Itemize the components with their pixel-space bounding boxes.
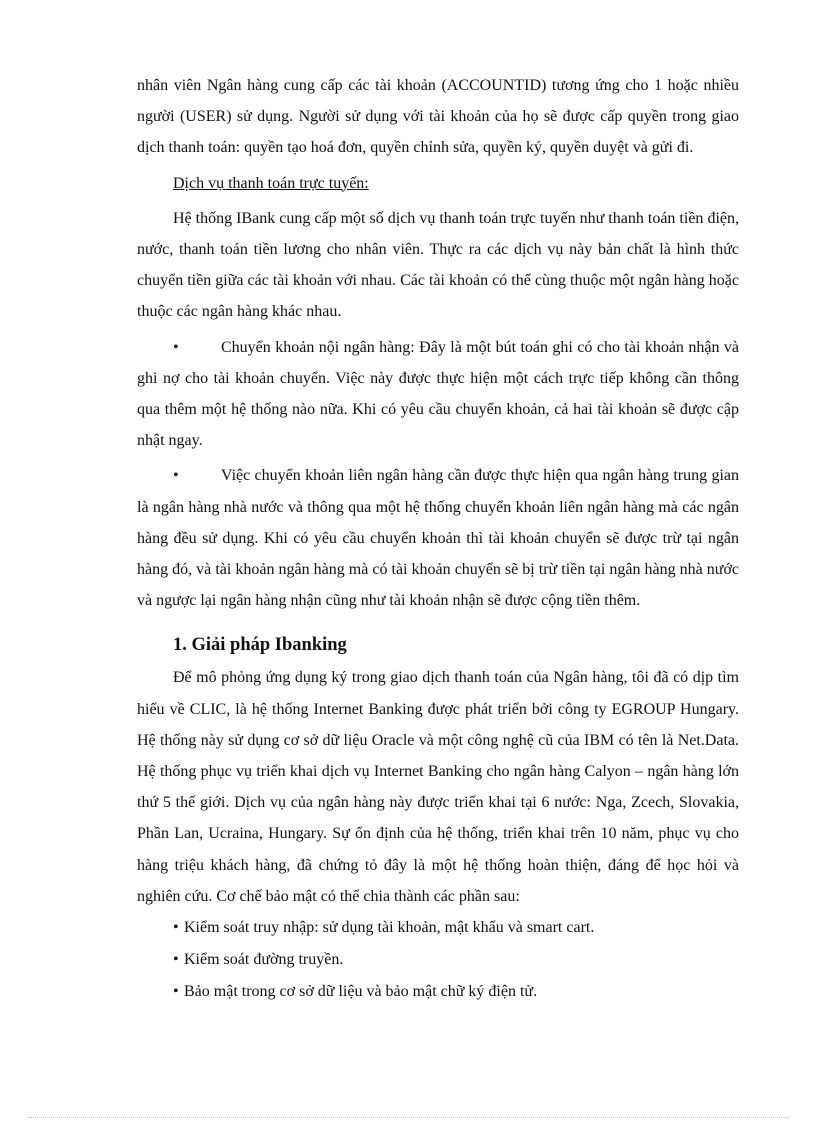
page-bottom-rule <box>28 1117 788 1118</box>
paragraph-clic: Để mô phỏng ứng dụng ký trong giao dịch thanh toán của Ngân hàng, tôi đã có dịp tìm hiểu về CLIC, là hệ thống Internet Banking được phát triển bởi công ty EGROUP Hungary. Hệ thống này sử dụng cơ sở dữ liệu Oracle và một công nghệ cũ của IBM có tên là Net.Data. Hệ thống phục vụ triển khai dịch vụ Internet Banking cho ngân hàng Calyon – ngân hàng lớn thứ 5 thế giới. Dịch vụ của ngân hàng này được triển khai tại 6 nước: Nga, Zcech, Slovakia, Phần Lan, Ucraina, Hungary. Sự ổn định của hệ thống, triển khai trên 10 năm, phục vụ cho hàng triệu khách hàng, đã chứng tỏ đây là một hệ thống hoàn thiện, đáng để học hỏi và nghiên cứu. Cơ chế bảo mật có thể chia thành các phần sau: <box>137 669 739 905</box>
list-item-text: Kiểm soát đường truyền. <box>184 951 344 969</box>
bullet-icon: • <box>173 983 179 1001</box>
list-item-text: Kiểm soát truy nhập: sử dụng tài khoản, mật khẩu và smart cart. <box>184 919 595 937</box>
list-item <box>137 912 739 944</box>
bullet-icon: • <box>173 919 179 937</box>
paragraph-accounts: nhân viên Ngân hàng cung cấp các tài khoản (ACCOUNTID) tương ứng cho 1 hoặc nhiều người (USER) sử dụng. Người sử dụng với tài khoản của họ sẽ được cấp quyền trong giao dịch thanh toán: quyền tạo hoá đơn, quyền chỉnh sửa, quyền ký, quyền duyệt và gửi đi. <box>137 77 739 157</box>
list-item-text: Bảo mật trong cơ sở dữ liệu và bảo mật chữ ký điện tử. <box>184 983 538 1001</box>
bullet-icon: • <box>173 338 179 356</box>
list-item <box>137 976 739 1008</box>
bullet-internal-transfer-text: Chuyển khoản nội ngân hàng: Đây là một bút toán ghi có cho tài khoản nhận và ghi nợ cho tài khoản chuyển. Việc này được thực hiện một cách trực tiếp không cần thông qua thêm một hệ thống nào nữa. Khi có yêu cầu chuyển khoản, cả hai tài khoản sẽ được cập nhật ngay. <box>137 338 739 450</box>
bullet-icon: • <box>173 467 179 485</box>
bullet-interbank-transfer <box>137 460 739 616</box>
bullet-interbank-transfer-text: Việc chuyển khoản liên ngân hàng cần được thực hiện qua ngân hàng trung gian là ngân hàng nhà nước và thông qua một hệ thống chuyển khoản liên ngân hàng mà các ngân hàng đều sử dụng. Khi có yêu cầu chuyển khoản thì tài khoản chuyển sẽ được trừ tại ngân hàng đó, và tài khoản ngân hàng mà có tài khoản chuyển sẽ bị trừ tiền tại ngân hàng nhà nước và ngược lại ngân hàng nhận cũng như tài khoản nhận sẽ được cộng tiền thêm. <box>137 467 739 610</box>
bullet-internal-transfer <box>137 332 739 457</box>
document-page <box>137 70 739 1008</box>
subheading-online-payment: Dịch vụ thanh toán trực tuyến: <box>173 174 369 192</box>
list-item <box>137 944 739 976</box>
section-heading: 1. Giải pháp Ibanking <box>173 635 347 656</box>
bullet-icon: • <box>173 951 179 969</box>
paragraph-ibank-services: Hệ thống IBank cung cấp một số dịch vụ thanh toán trực tuyến như thanh toán tiền điện, nước, thanh toán tiền lương cho nhân viên. Thực ra các dịch vụ này bản chất là hình thức chuyển tiền giữa các tài khoản với nhau. Các tài khoản có thể cùng thuộc một ngân hàng hoặc thuộc các ngân hàng khác nhau. <box>137 209 739 321</box>
